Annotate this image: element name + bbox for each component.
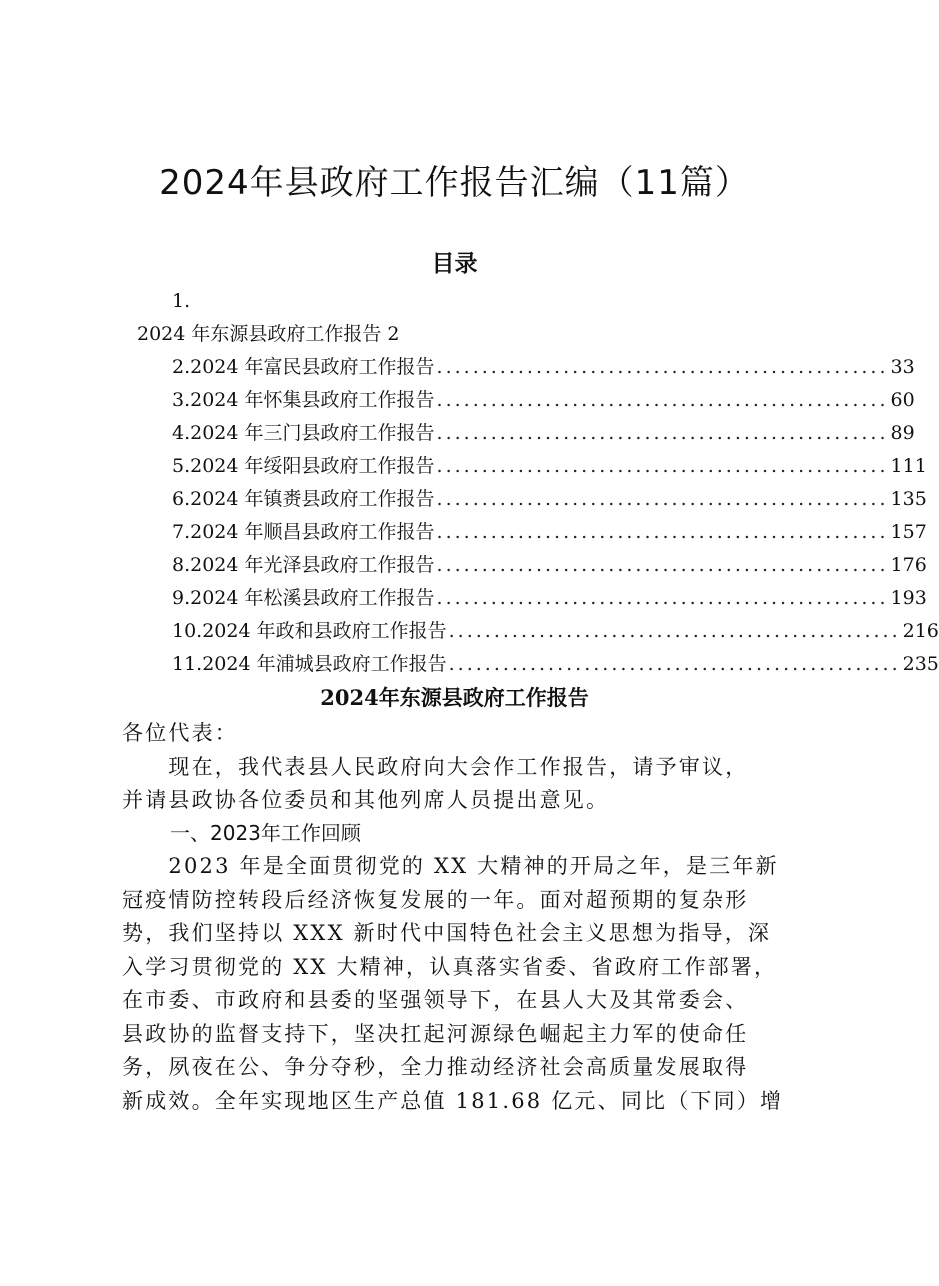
toc-item-page: 135 [890, 488, 927, 510]
paragraph-line: 新成效。全年实现地区生产总值 181.68 亿元、同比（下同）增 [122, 1089, 784, 1113]
toc-item[interactable] [172, 648, 939, 681]
toc-item[interactable] [172, 483, 927, 516]
paragraph-line: 现在，我代表县人民政府向大会作工作报告，请予审议， [122, 755, 749, 779]
toc-item-1-text[interactable]: 2024 年东源县政府工作报告 2 [137, 323, 400, 345]
toc-item-page: 111 [890, 455, 927, 477]
toc-item-label: 2.2024 年富民县政府工作报告 [172, 356, 435, 378]
toc-leader-dots: .................................................. [436, 356, 889, 378]
paragraph-line: 并请县政协各位委员和其他列席人员提出意见。 [122, 788, 610, 812]
toc-item-page: 33 [890, 356, 915, 378]
toc-leader-dots: .................................................. [448, 653, 901, 675]
toc-leader-dots: .................................................. [448, 620, 901, 642]
toc-item[interactable] [172, 615, 939, 648]
toc-item[interactable] [172, 384, 915, 417]
toc-leader-dots: .................................................. [436, 554, 889, 576]
toc-item-page: 89 [890, 422, 915, 444]
toc-leader-dots: .................................................. [436, 587, 889, 609]
paragraph-line: 势，我们坚持以 XXX 新时代中国特色社会主义思想为指导，深 [122, 921, 772, 945]
toc-item-page: 157 [890, 521, 927, 543]
paragraph-line: 务，夙夜在公、争分夺秒，全力推动经济社会高质量发展取得 [122, 1055, 749, 1079]
toc-item-label: 10.2024 年政和县政府工作报告 [172, 620, 447, 642]
toc-item-page: 193 [890, 587, 927, 609]
toc-item[interactable] [172, 582, 927, 615]
toc-item[interactable] [172, 549, 927, 582]
paragraph-line: 2023 年是全面贯彻党的 XX 大精神的开局之年，是三年新 [122, 854, 779, 878]
toc-item-label: 5.2024 年绥阳县政府工作报告 [172, 455, 435, 477]
toc-item-label: 7.2024 年顺昌县政府工作报告 [172, 521, 435, 543]
paragraph-line: 冠疫情防控转段后经济恢复发展的一年。面对超预期的复杂形 [122, 888, 749, 912]
toc-item[interactable] [172, 450, 927, 483]
toc-leader-dots: .................................................. [436, 455, 889, 477]
toc-leader-dots: .................................................. [436, 389, 889, 411]
paragraph-line: 入学习贯彻党的 XX 大精神，认真落实省委、省政府工作部署， [122, 955, 778, 979]
paragraph-line: 在市委、市政府和县委的坚强领导下，在县人大及其常委会、 [122, 988, 749, 1012]
toc-item-page: 235 [902, 653, 939, 675]
report-title: 2024年东源县政府工作报告 [320, 685, 589, 710]
toc-item[interactable] [172, 516, 927, 549]
toc-leader-dots: .................................................. [436, 521, 889, 543]
toc-item-label: 6.2024 年镇赉县政府工作报告 [172, 488, 435, 510]
document-title: 2024年县政府工作报告汇编（11篇） [159, 163, 750, 203]
toc-item-label: 4.2024 年三门县政府工作报告 [172, 422, 435, 444]
toc-item-label: 9.2024 年松溪县政府工作报告 [172, 587, 435, 609]
toc-item-label: 8.2024 年光泽县政府工作报告 [172, 554, 435, 576]
toc-item[interactable] [172, 417, 915, 450]
toc-heading: 目录 [431, 250, 478, 277]
toc-item-label: 3.2024 年怀集县政府工作报告 [172, 389, 435, 411]
toc-leader-dots: .................................................. [436, 422, 889, 444]
toc-leader-dots: .................................................. [436, 488, 889, 510]
toc-item[interactable] [172, 351, 915, 384]
section-heading: 一、2023年工作回顾 [170, 821, 361, 845]
toc-item-page: 176 [890, 554, 927, 576]
paragraph-line: 县政协的监督支持下，坚决扛起河源绿色崛起主力军的使命任 [122, 1022, 749, 1046]
toc-item-page: 60 [890, 389, 915, 411]
toc-item-label: 11.2024 年浦城县政府工作报告 [172, 653, 447, 675]
toc-item-1-number[interactable]: 1. [172, 290, 191, 312]
toc-item-page: 216 [902, 620, 939, 642]
salutation: 各位代表： [122, 721, 238, 745]
